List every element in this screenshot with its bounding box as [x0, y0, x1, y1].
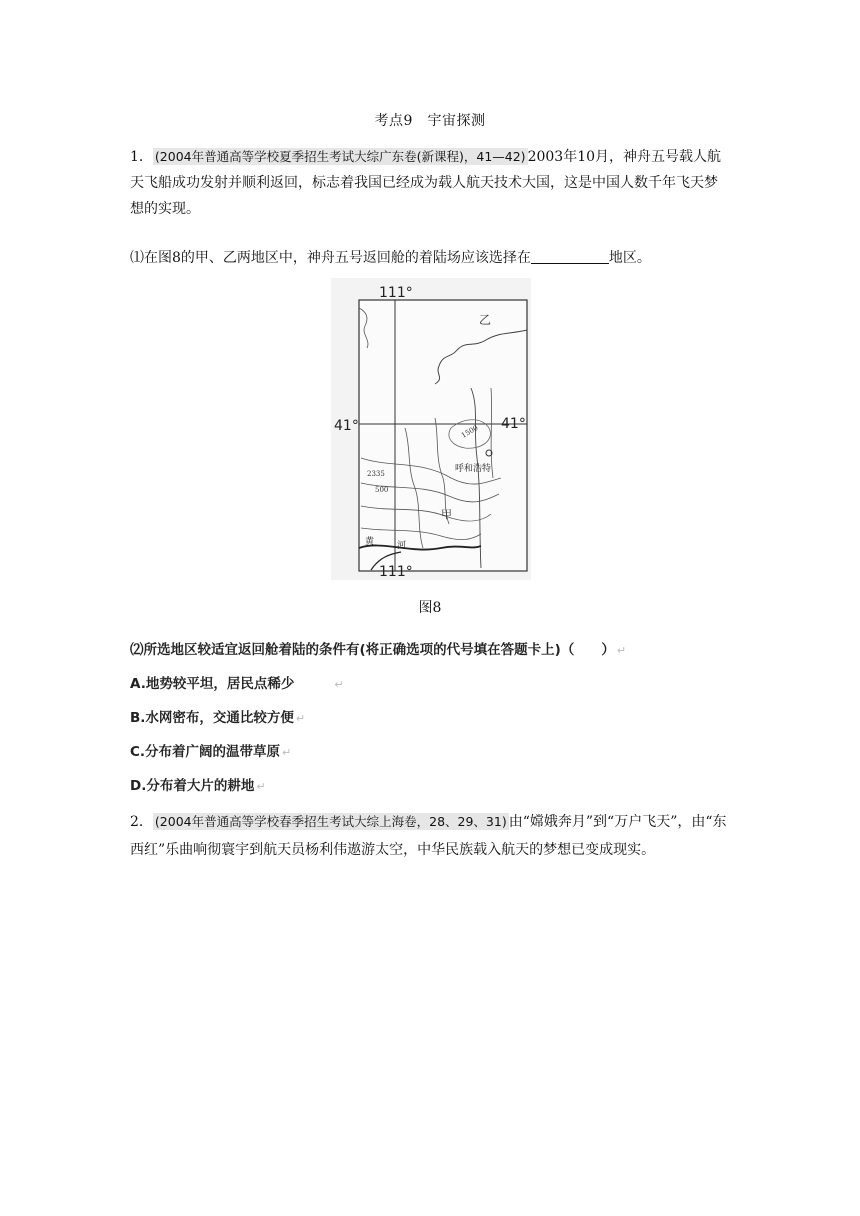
map-lat-left: 41° — [334, 418, 359, 434]
question-1-number: 1． — [130, 149, 153, 165]
page-title: 考点9 宇宙探测 — [374, 113, 486, 129]
sub1-text-end: 地区。 — [608, 250, 651, 266]
map-label-contour-1500: 1500 — [460, 423, 480, 440]
map-label-river-2: 河 — [397, 541, 407, 551]
paragraph-mark: ↵ — [334, 678, 344, 691]
question-1-stem — [130, 144, 730, 222]
sub2-text: ⑵所选地区较适宜返回舱着陆的条件有(将正确选项的代号填在答题卡上)（ ） — [130, 642, 615, 658]
question-2-text: 由“嫦娥奔月”到“万户飞天”，由“东西红”乐曲响彻寰宇到航天员杨利伟遨游太空，中华民族载入航天的梦想已变成现实。 — [130, 814, 727, 858]
question-1-text: 2003年10月，神舟五号载人航天飞船成功发射并顺利返回，标志着我国已经成为载人航天技术大国，这是中国人数千年飞天梦想的实现。 — [130, 149, 722, 217]
map-lon-bottom: 111° — [379, 564, 413, 580]
option-b[interactable] — [130, 706, 305, 726]
option-a-text: A.地势较平坦，居民点稀少 — [130, 676, 295, 692]
map-lat-right: 41° — [501, 416, 526, 432]
question-2-stem — [130, 808, 730, 864]
question-1-sub1 — [130, 245, 730, 271]
answer-blank[interactable] — [531, 249, 609, 264]
question-1-source: (2004年普通高等学校夏季招生考试大综广东卷(新课程)，41—42) — [154, 149, 526, 164]
paragraph-mark: ↵ — [256, 780, 266, 793]
option-d[interactable] — [130, 774, 266, 794]
map-label-contour-2335: 2335 — [367, 470, 385, 478]
figure-caption: 图8 — [418, 600, 442, 616]
figure-8-map — [331, 278, 531, 580]
map-label-river-1: 黄 — [365, 537, 375, 547]
option-c[interactable] — [130, 740, 291, 760]
question-1-sub2 — [130, 638, 626, 658]
option-b-text: B.水网密布，交通比较方便 — [130, 710, 294, 726]
question-2-source: (2004年普通高等学校春季招生考试大综上海卷，28、29、31) — [154, 814, 507, 829]
paragraph-mark: ↵ — [616, 644, 627, 657]
map-lon-top: 111° — [379, 285, 413, 301]
map-label-contour-500: 500 — [375, 486, 389, 494]
sub1-text: ⑴在图8的甲、乙两地区中，神舟五号返回舱的着陆场应该选择在 — [130, 250, 531, 266]
map-svg — [331, 278, 531, 580]
paragraph-mark: ↵ — [282, 746, 292, 759]
map-label-city: 呼和浩特 — [455, 464, 492, 474]
option-d-text: D.分布着大片的耕地 — [130, 778, 255, 794]
question-2-number: 2． — [130, 814, 153, 830]
option-c-text: C.分布着广阔的温带草原 — [130, 744, 281, 760]
map-label-jia: 甲 — [441, 508, 452, 521]
option-a[interactable] — [130, 672, 344, 692]
map-label-yi: 乙 — [479, 313, 492, 327]
paragraph-mark: ↵ — [295, 712, 306, 725]
